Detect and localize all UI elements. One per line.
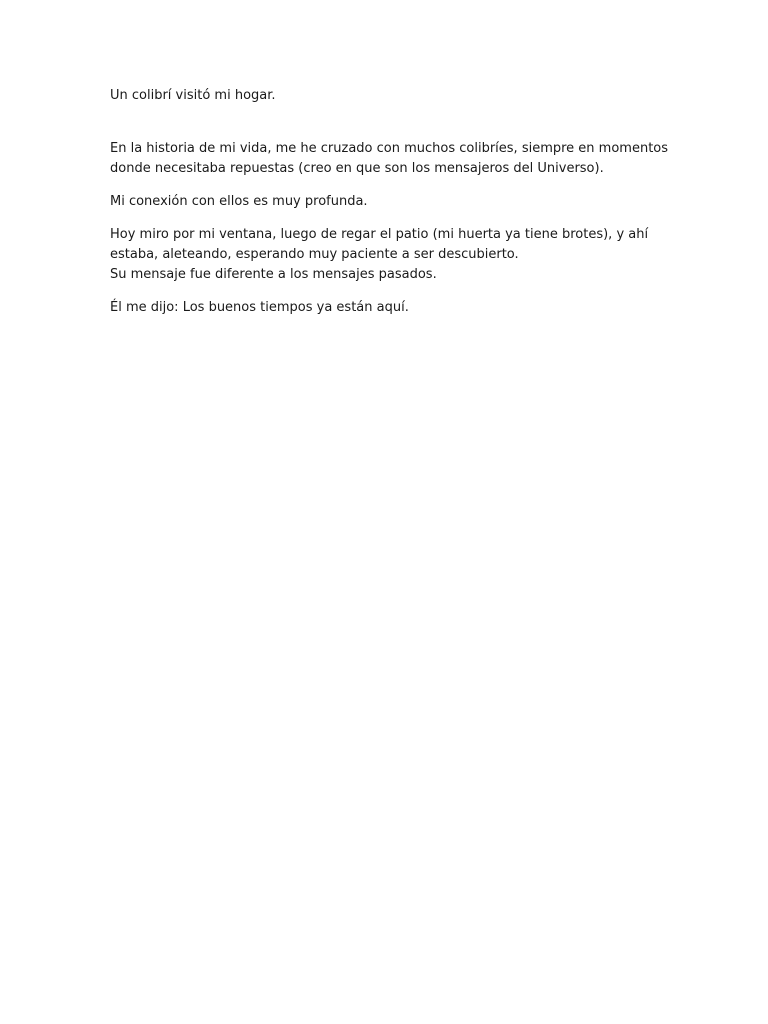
paragraph-1: En la historia de mi vida, me he cruzado con muchos colibríes, siempre en momentos donde necesitaba repuestas (creo en que son los mensajeros del Universo). [110,141,669,176]
document-title: Un colibrí visitó mi hogar. [110,88,276,103]
paragraph-3: Hoy miro por mi ventana, luego de regar el patio (mi huerta ya tiene brotes), y ahí estaba, aleteando, esperando muy paciente a ser descubierto. [110,227,649,262]
paragraph-5: Él me dijo: Los buenos tiempos ya están aquí. [110,300,409,315]
paragraph-2: Mi conexión con ellos es muy profunda. [110,194,368,209]
paragraph-4: Su mensaje fue diferente a los mensajes pasados. [110,267,437,282]
document-body [110,86,670,331]
